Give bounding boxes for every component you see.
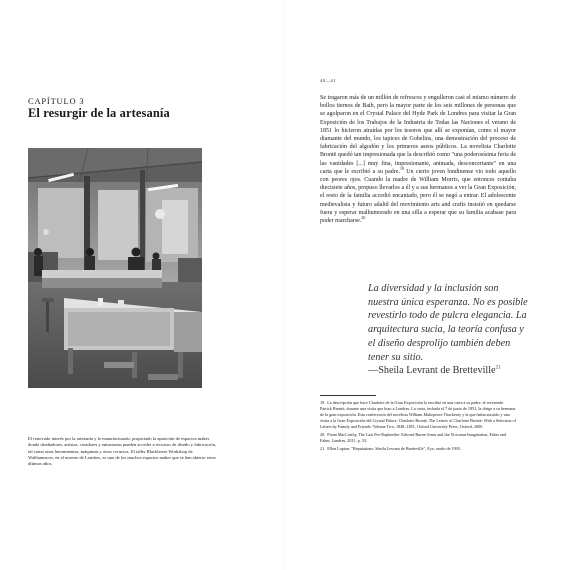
workshop-photo	[28, 148, 202, 388]
body-text	[320, 94, 516, 225]
footnote-21	[320, 446, 516, 452]
workshop-photo-illustration	[28, 148, 202, 388]
footnote-20	[320, 432, 516, 444]
footnotes	[320, 400, 516, 454]
pull-quote	[368, 282, 528, 378]
footnote-text: Fiona MacCarthy, The Last Pre-Raphaelite: Edward Burne-Jones and the Victorian Imagination, Faber and Faber, Londres, 2011, p. 33.	[320, 431, 507, 443]
page-number: 40—41	[320, 78, 336, 83]
footnote-number: 20.	[320, 431, 326, 437]
photo-caption: El renovado interés por la artesanía y lo manufacturado, propiciado la aparición de espacios maker donde diseñadores, artistas, creadores y entusiastas pueden acceder a recursos de diseño y fabricación, tal como unas herramientas, máquinas y otros recursos. El taller Blackhorse Workshop de Walthamstow, en el noreste de Londres, es uno de los muchos espacios maker que se han abierto estos últimos años.	[28, 436, 217, 467]
body-paragraph-1: Se tragaron más de un millón de refrescos y engulleron casi el mismo número de bollos tiernos de Bath, pero la mayor parte de los seis millones de personas que se agolparon en el Crystal Palace del Hyde Park de Londres para visitar la Gran Exposición de los Trabajos de la Industria de Todas las Naciones el verano de 1851 lo hicieron atraídas por los tesoros que allí se exponían, como el mayor diamante del mundo, los tapices de Gobelins, una demostración del proceso de fabricación del algodón y los primeros aseos públicos. La novelista Charlotte Brontë quedó tan impresionada que la describió como "una poderosísima feria de las vanidades [...] muy fina, impresionante, animada, desconcertante" en una carta que le escribió a su padre.	[320, 95, 516, 175]
footnote-ref-21: 21	[495, 365, 501, 371]
pull-quote-text: La diversidad y la inclusión son nuestra única esperanza. No es posible revestirlo todo de pulcra elegancia. La arquitectura sucia, la teoría confusa y el diseño desprolijo también deben tener su sitio.	[368, 283, 528, 363]
footnotes-rule	[320, 395, 376, 396]
book-gutter	[284, 0, 285, 570]
footnote-text: Ellen Lupton, "Reputations: Sheila Levrant de Bretteville", Eye, otoño de 1993.	[327, 446, 461, 452]
footnote-number: 21.	[320, 446, 326, 452]
footnote-ref-19: 19	[399, 165, 404, 171]
footnote-ref-20: 20	[361, 215, 366, 221]
body-paragraph-2: Un cierto joven londinense vio todo aquello con peores ojos. Cuando la madre de William Morris, que entonces contaba diecisiete años, propuso llevarlos a él y a sus hermanos a ver la Gran Exposición, el resto de la familia accedió encantado, pero él se negó a entrar. El adolescente medievalista y futuro adalid del movimiento arts and crafts insistió en quedarse fuera y esperar malhumorado en una silla a esperar que su familia acabase para poder marcharse.	[320, 168, 516, 225]
footnote-19	[320, 400, 516, 430]
chapter-title: El resurgir de la artesanía	[28, 106, 170, 120]
chapter-label: CAPÍTULO 3	[28, 96, 85, 106]
pull-quote-attribution	[368, 364, 528, 378]
footnote-number: 19.	[320, 400, 326, 405]
footnote-text: La descripción que hace Charlotte de la Gran Exposición la escribió en una carta a su padre, el reverendo Patrick Brontë, durante una visita que hizo a Londres. La carta, fechada el 7 de junio de 1851, la dirige a su hermana de la gran exposición. Esta conferencia del novelista William Makepeace Thackeray y la que había asistido y una visita a la Gran Exposición del Crystal Palace. Charlotte Brontë, The Letters of Charlotte Brontë: With a Selection of Letters by Family and Friends: Volume Two, 1848–1851, Oxford University Press, Oxford, 2000.	[320, 400, 516, 429]
attribution-text: —Sheila Levrant de Bretteville	[368, 365, 496, 377]
